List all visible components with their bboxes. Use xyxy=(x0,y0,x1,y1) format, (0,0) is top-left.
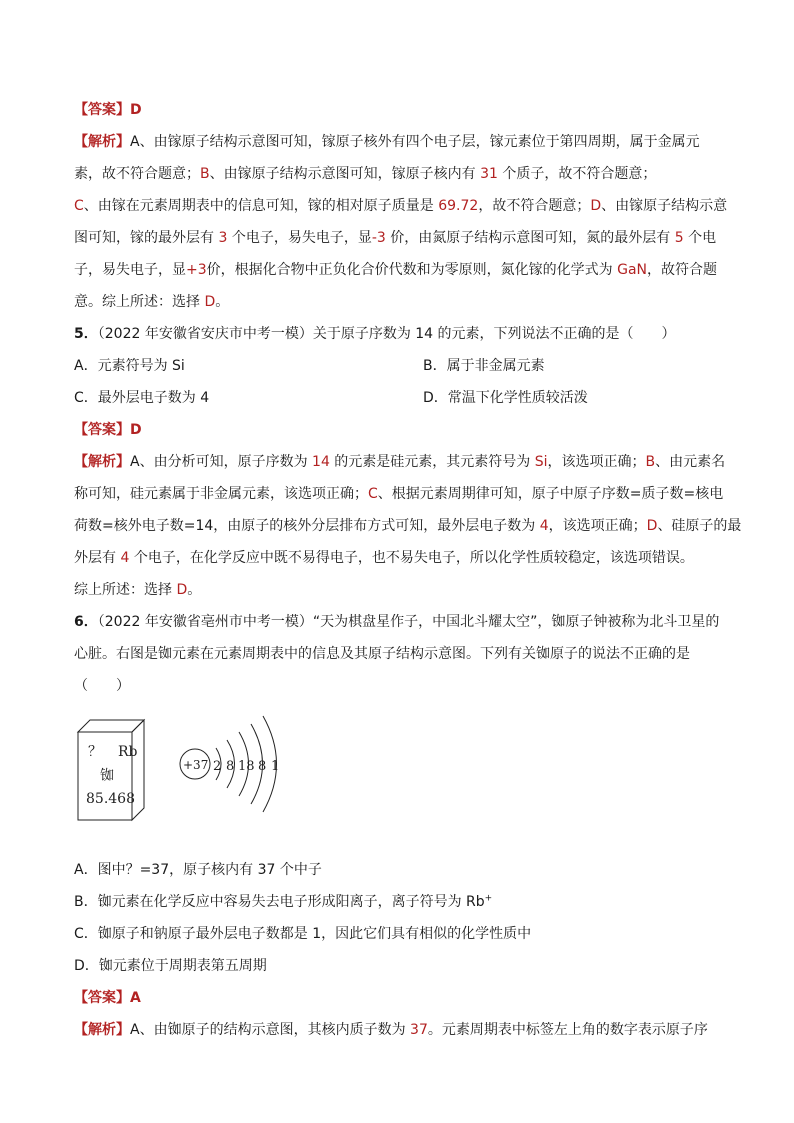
atomic-structure-diagram xyxy=(180,716,279,812)
q5-options-row-2 xyxy=(74,388,724,408)
q5-analysis-line-4: 外层有 4 个电子，在化学反应中既不易得电子，也不易失电子，所以化学性质较稳定，该选项错误。 xyxy=(74,550,694,566)
q6-stem-line-1: 6．（2022 年安徽省亳州市中考一模）“天为棋盘星作子，中国北斗耀太空”，铷原子钟被称为北斗卫星的 xyxy=(74,614,720,630)
q5-analysis-line-3: 荷数=核外电子数=14，由原子的核外分层排布方式可知，最外层电子数为 4，该选项正确；D、硅原子的最 xyxy=(74,518,742,534)
q6-option-a: A．图中？=37，原子核内有 37 个中子 xyxy=(74,862,322,878)
shell-count-1: 2 xyxy=(213,759,222,774)
q6-stem-line-3: （ ） xyxy=(74,678,130,694)
q4-analysis-line-2: 素，故不符合题意；B、由镓原子结构示意图可知，镓原子核内有 31 个质子，故不符合题意； xyxy=(74,166,657,182)
atomic-mass: 85.468 xyxy=(86,791,135,807)
q5-answer: 【答案】D xyxy=(74,422,142,438)
q4-analysis-line-4: 图可知，镓的最外层有 3 个电子，易失电子，显-3 价，由氮原子结构示意图可知，氮的最外层有 5 个电 xyxy=(74,230,717,246)
element-name: 铷 xyxy=(100,768,114,784)
periodic-table-cell xyxy=(78,720,144,820)
q5-stem: 5．（2022 年安徽省安庆市中考一模）关于原子序数为 14 的元素，下列说法不正确的是（ ） xyxy=(74,326,676,342)
q4-analysis-line-5: 子，易失电子，显+3价，根据化合物中正负化合价代数和为零原则，氮化镓的化学式为 GaN，故符合题 xyxy=(74,262,717,278)
q5-analysis-line-1: 【解析】A、由分析可知，原子序数为 14 的元素是硅元素，其元素符号为 Si，该选项正确；B、由元素名 xyxy=(74,454,726,470)
q5-options-row-1 xyxy=(74,356,724,376)
q4-analysis-line-6: 意。综上所述：选择 D。 xyxy=(74,294,230,310)
q6-analysis-line-1: 【解析】A、由铷原子的结构示意图，其核内质子数为 37。元素周期表中标签左上角的数字表示原子序 xyxy=(74,1022,708,1038)
shell-count-4: 8 xyxy=(258,759,267,774)
q4-analysis-line-3: C、由镓在元素周期表中的信息可知，镓的相对原子质量是 69.72，故不符合题意；D、由镓原子结构示意 xyxy=(74,198,728,214)
atomic-number-unknown: ？ xyxy=(88,744,102,760)
q6-stem-line-2: 心脏。右图是铷元素在元素周期表中的信息及其原子结构示意图。下列有关铷原子的说法不正确的是 xyxy=(74,646,690,662)
q6-option-b: B．铷元素在化学反应中容易失去电子形成阳离子，离子符号为 Rb+ xyxy=(74,893,493,910)
q6-answer: 【答案】A xyxy=(74,990,141,1006)
q5-option-b: B．属于非金属元素 xyxy=(423,358,545,374)
rubidium-figure xyxy=(74,700,294,830)
shell-count-3: 18 xyxy=(238,759,255,774)
q5-analysis-line-2: 称可知，硅元素属于非金属元素，该选项正确；C、根据元素周期律可知，原子中原子序数=质子数=核电 xyxy=(74,486,724,502)
q6-option-c: C．铷原子和钠原子最外层电子数都是 1，因此它们具有相似的化学性质中 xyxy=(74,926,532,942)
shell-count-5: 1 xyxy=(271,759,280,774)
q6-option-d: D．铷元素位于周期表第五周期 xyxy=(74,958,267,974)
q5-option-c: C．最外层电子数为 4 xyxy=(74,390,210,406)
q5-option-a: A．元素符号为 Si xyxy=(74,358,185,374)
shell-count-2: 8 xyxy=(226,759,235,774)
element-symbol: Rb xyxy=(118,744,138,760)
nucleus-charge: +37 xyxy=(183,758,209,772)
q4-answer: 【答案】D xyxy=(74,102,142,118)
q5-analysis-line-5: 综上所述：选择 D。 xyxy=(74,582,202,598)
q5-option-d: D．常温下化学性质较活泼 xyxy=(423,390,588,406)
q4-analysis-line-1: 【解析】A、由镓原子结构示意图可知，镓原子核外有四个电子层，镓元素位于第四周期，属于金属元 xyxy=(74,134,700,150)
